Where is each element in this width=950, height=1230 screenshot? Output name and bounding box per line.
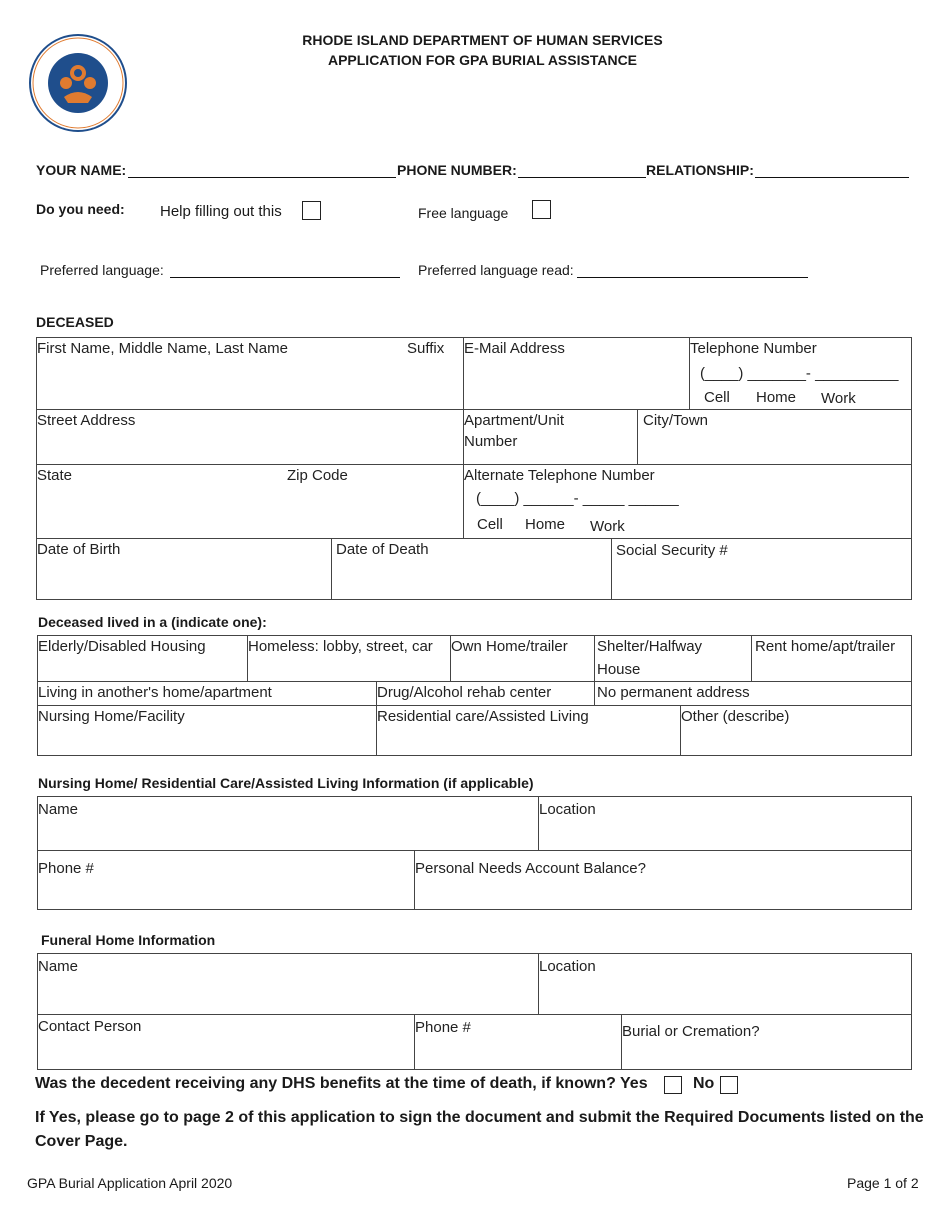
lived-other-label: Other (describe) bbox=[681, 708, 790, 725]
lived-rent-label: Rent home/apt/trailer bbox=[755, 638, 896, 655]
deceased-name-cell[interactable] bbox=[36, 337, 464, 410]
deceased-alt-home-label: Home bbox=[525, 516, 566, 533]
funeral-section-title: Funeral Home Information bbox=[41, 932, 216, 948]
deceased-street-label: Street Address bbox=[37, 412, 136, 429]
deceased-home-label: Home bbox=[756, 389, 797, 406]
lived-another-home-label: Living in another's home/apartment bbox=[38, 684, 272, 701]
lived-homeless-cell[interactable] bbox=[247, 635, 451, 682]
free-language-checkbox[interactable] bbox=[532, 200, 551, 219]
benefits-no-label: No bbox=[693, 1075, 715, 1092]
deceased-state-zip-cell[interactable] bbox=[36, 464, 464, 539]
deceased-city-label: City/Town bbox=[643, 412, 709, 429]
deceased-dod-cell[interactable] bbox=[331, 538, 612, 600]
preferred-language-read-field[interactable] bbox=[577, 277, 808, 278]
lived-other-cell[interactable] bbox=[680, 705, 912, 756]
nursing-location-cell[interactable] bbox=[538, 796, 912, 851]
funeral-location-cell[interactable] bbox=[538, 953, 912, 1015]
lived-rehab-label: Drug/Alcohol rehab center bbox=[377, 684, 552, 701]
deceased-city-cell[interactable] bbox=[637, 409, 912, 465]
lived-residential-label: Residential care/Assisted Living bbox=[377, 708, 589, 725]
lived-nursing-cell[interactable] bbox=[37, 705, 377, 756]
footer-form-version: GPA Burial Application April 2020 bbox=[27, 1175, 233, 1191]
benefits-yes-checkbox[interactable] bbox=[664, 1076, 682, 1094]
deceased-section-title: DECEASED bbox=[36, 314, 114, 330]
preferred-language-read-label: Preferred language read: bbox=[418, 262, 574, 278]
nursing-balance-label: Personal Needs Account Balance? bbox=[415, 860, 646, 877]
deceased-street-cell[interactable] bbox=[36, 409, 464, 465]
nursing-table bbox=[37, 796, 912, 910]
deceased-ssn-label: Social Security # bbox=[616, 542, 728, 559]
lived-shelter-cell[interactable] bbox=[594, 635, 752, 682]
preferred-language-label: Preferred language: bbox=[40, 262, 164, 278]
deceased-alt-phone-cell[interactable] bbox=[463, 464, 912, 539]
lived-own-home-cell[interactable] bbox=[450, 635, 595, 682]
phone-number-field[interactable] bbox=[518, 177, 646, 178]
funeral-location-label: Location bbox=[539, 958, 596, 975]
deceased-alt-cell-label: Cell bbox=[477, 516, 503, 533]
nursing-phone-cell[interactable] bbox=[37, 850, 415, 910]
deceased-email-label: E-Mail Address bbox=[464, 340, 565, 357]
deceased-telephone-cell[interactable] bbox=[689, 337, 912, 410]
deceased-telephone-label: Telephone Number bbox=[690, 340, 817, 357]
nursing-location-label: Location bbox=[539, 801, 596, 818]
deceased-cell-label: Cell bbox=[704, 389, 730, 406]
funeral-burial-cell[interactable] bbox=[621, 1014, 912, 1070]
lived-own-home-label: Own Home/trailer bbox=[451, 638, 568, 655]
lived-shelter-label-2: House bbox=[597, 661, 641, 678]
form-title: APPLICATION FOR GPA BURIAL ASSISTANCE bbox=[327, 52, 638, 68]
deceased-dob-label: Date of Birth bbox=[37, 541, 121, 558]
funeral-contact-cell[interactable] bbox=[37, 1014, 415, 1070]
deceased-zip-label: Zip Code bbox=[287, 467, 348, 484]
lived-no-address-label: No permanent address bbox=[597, 684, 750, 701]
preferred-language-field[interactable] bbox=[170, 277, 400, 278]
lived-table bbox=[37, 635, 912, 756]
funeral-phone-cell[interactable] bbox=[414, 1014, 622, 1070]
deceased-alt-phone-label: Alternate Telephone Number bbox=[464, 467, 655, 484]
deceased-alt-phone-template: (____) ______- _____ ______ bbox=[476, 490, 679, 507]
nursing-phone-label: Phone # bbox=[38, 860, 94, 877]
deceased-dob-cell[interactable] bbox=[36, 538, 332, 600]
deceased-email-cell[interactable] bbox=[463, 337, 690, 410]
funeral-burial-label: Burial or Cremation? bbox=[622, 1023, 760, 1040]
deceased-dod-label: Date of Death bbox=[336, 541, 429, 558]
free-language-label: Free language bbox=[418, 205, 509, 221]
funeral-name-label: Name bbox=[38, 958, 79, 975]
your-name-label: YOUR NAME: bbox=[36, 162, 127, 178]
deceased-table bbox=[36, 337, 912, 600]
deceased-state-label: State bbox=[37, 467, 73, 484]
deceased-suffix-label: Suffix bbox=[407, 340, 445, 357]
deceased-name-label: First Name, Middle Name, Last Name bbox=[37, 340, 288, 357]
phone-number-label: PHONE NUMBER: bbox=[397, 162, 517, 178]
nursing-balance-cell[interactable] bbox=[414, 850, 912, 910]
relationship-label: RELATIONSHIP: bbox=[646, 162, 754, 178]
benefits-note: If Yes, please go to page 2 of this application to sign the document and submit the Required Documents listed on the Cover Page. bbox=[35, 1109, 924, 1150]
lived-homeless-label: Homeless: lobby, street, car bbox=[248, 638, 433, 655]
nursing-section-title: Nursing Home/ Residential Care/Assisted Living Information (if applicable) bbox=[38, 775, 534, 791]
footer-page-number: Page 1 of 2 bbox=[847, 1175, 919, 1191]
help-filling-checkbox[interactable] bbox=[302, 201, 321, 220]
nursing-name-cell[interactable] bbox=[37, 796, 539, 851]
lived-shelter-label-1: Shelter/Halfway bbox=[597, 638, 703, 655]
relationship-field[interactable] bbox=[755, 177, 909, 178]
deceased-work-label: Work bbox=[821, 390, 856, 407]
deceased-apt-cell[interactable] bbox=[463, 409, 638, 465]
funeral-table bbox=[37, 953, 912, 1070]
deceased-ssn-cell[interactable] bbox=[611, 538, 912, 600]
help-filling-label: Help filling out this bbox=[160, 203, 282, 220]
deceased-apt-label-2: Number bbox=[464, 433, 518, 450]
lived-section-title: Deceased lived in a (indicate one): bbox=[38, 614, 267, 630]
deceased-apt-label-1: Apartment/Unit bbox=[464, 412, 565, 429]
lived-residential-cell[interactable] bbox=[376, 705, 681, 756]
nursing-name-label: Name bbox=[38, 801, 79, 818]
deceased-alt-work-label: Work bbox=[590, 518, 625, 535]
lived-no-address-cell[interactable] bbox=[594, 681, 912, 706]
funeral-contact-label: Contact Person bbox=[38, 1018, 142, 1035]
lived-elderly-label: Elderly/Disabled Housing bbox=[38, 638, 206, 655]
deceased-telephone-template: (____) _______- __________ bbox=[700, 365, 899, 382]
funeral-name-cell[interactable] bbox=[37, 953, 539, 1015]
agency-title: RHODE ISLAND DEPARTMENT OF HUMAN SERVICES bbox=[302, 32, 663, 48]
lived-another-home-cell[interactable] bbox=[37, 681, 377, 706]
do-you-need-label: Do you need: bbox=[36, 201, 125, 217]
lived-rent-cell[interactable] bbox=[751, 635, 912, 682]
lived-elderly-cell[interactable] bbox=[37, 635, 248, 682]
lived-rehab-cell[interactable] bbox=[376, 681, 595, 706]
your-name-field[interactable] bbox=[128, 177, 396, 178]
dhs-seal-logo bbox=[28, 33, 128, 133]
benefits-question: Was the decedent receiving any DHS benefits at the time of death, if known? Yes bbox=[35, 1075, 648, 1092]
lived-nursing-label: Nursing Home/Facility bbox=[38, 708, 185, 725]
benefits-no-checkbox[interactable] bbox=[720, 1076, 738, 1094]
funeral-phone-label: Phone # bbox=[415, 1019, 471, 1036]
